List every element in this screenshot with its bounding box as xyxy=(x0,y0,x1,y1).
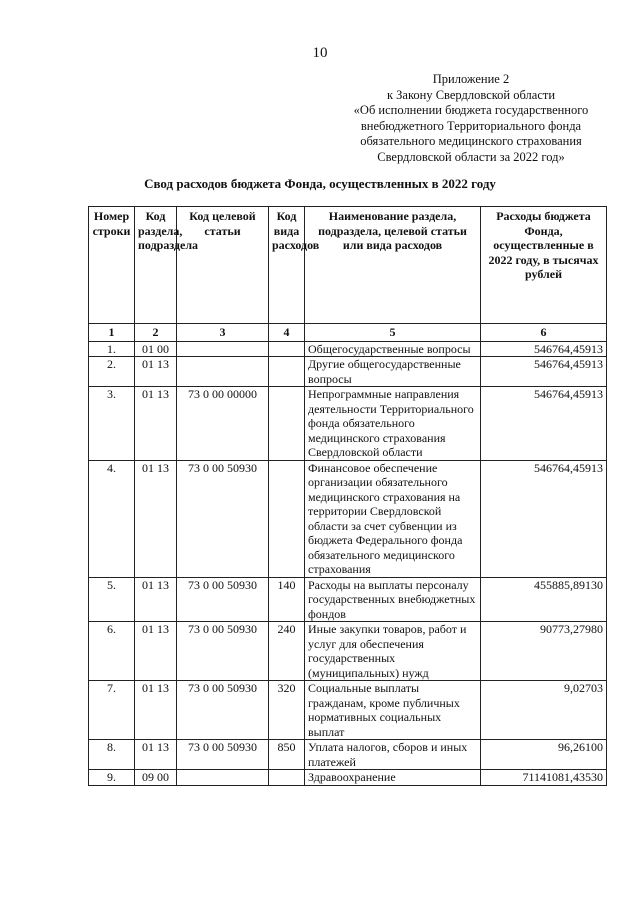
target-code xyxy=(177,341,269,357)
section-code: 01 13 xyxy=(135,460,177,577)
expense-amount: 96,26100 xyxy=(481,740,607,770)
section-code: 01 13 xyxy=(135,740,177,770)
expense-amount: 546764,45913 xyxy=(481,387,607,461)
table-row xyxy=(89,357,607,387)
table-row xyxy=(89,387,607,461)
expense-type-code xyxy=(269,387,305,461)
appendix-line: к Закону Свердловской области xyxy=(386,87,556,102)
row-number: 6. xyxy=(89,622,135,681)
column-number: 2 xyxy=(135,324,177,342)
appendix-block xyxy=(330,72,612,165)
row-number: 9. xyxy=(89,770,135,786)
target-code: 73 0 00 50930 xyxy=(177,740,269,770)
expense-amount: 9,02703 xyxy=(481,681,607,740)
section-code: 01 13 xyxy=(135,357,177,387)
target-code: 73 0 00 50930 xyxy=(177,460,269,577)
row-number: 8. xyxy=(89,740,135,770)
header-row-number: Номер строки xyxy=(89,207,135,324)
expense-amount: 71141081,43530 xyxy=(481,770,607,786)
row-number: 4. xyxy=(89,460,135,577)
expense-amount: 546764,45913 xyxy=(481,357,607,387)
expense-type-code: 320 xyxy=(269,681,305,740)
expense-type-code xyxy=(269,770,305,786)
table-row xyxy=(89,740,607,770)
expense-type-code: 140 xyxy=(269,577,305,622)
section-code: 01 13 xyxy=(135,622,177,681)
section-code: 09 00 xyxy=(135,770,177,786)
header-target-code: Код целевой статьи xyxy=(177,207,269,324)
expense-type-code: 240 xyxy=(269,622,305,681)
column-number: 1 xyxy=(89,324,135,342)
document-title: Свод расходов бюджета Фонда, осуществленных в 2022 году xyxy=(144,176,496,191)
expense-type-code: 850 xyxy=(269,740,305,770)
appendix-line: Приложение 2 xyxy=(432,72,510,86)
row-number: 2. xyxy=(89,357,135,387)
table-row xyxy=(89,622,607,681)
expense-name: Финансовое обеспечение организации обязательного медицинского страхования на территории Свердловской области за счет субвенции из бюджета Федерального фонда обязательного медицинского страхования xyxy=(305,460,481,577)
row-number: 1. xyxy=(89,341,135,357)
table-row xyxy=(89,460,607,577)
row-number: 3. xyxy=(89,387,135,461)
page-number: 10 xyxy=(312,45,328,61)
section-code: 01 13 xyxy=(135,681,177,740)
expense-name: Уплата налогов, сборов и иных платежей xyxy=(305,740,481,770)
target-code xyxy=(177,357,269,387)
table-row xyxy=(89,577,607,622)
expense-name: Непрограммные направления деятельности Территориального фонда обязательного медицинского страхования Свердловской области xyxy=(305,387,481,461)
section-code: 01 00 xyxy=(135,341,177,357)
appendix-line: «Об исполнении бюджета государственного xyxy=(353,103,589,117)
appendix-line: внебюджетного Территориального фонда xyxy=(360,118,582,133)
target-code: 73 0 00 50930 xyxy=(177,622,269,681)
table-row xyxy=(89,341,607,357)
target-code: 73 0 00 50930 xyxy=(177,681,269,740)
expense-type-code xyxy=(269,357,305,387)
expense-amount: 546764,45913 xyxy=(481,341,607,357)
expense-name: Другие общегосударственные вопросы xyxy=(305,357,481,387)
table-header-row xyxy=(89,207,607,324)
expense-name: Социальные выплаты гражданам, кроме публичных нормативных социальных выплат xyxy=(305,681,481,740)
appendix-line: обязательного медицинского страхования xyxy=(360,134,582,148)
target-code: 73 0 00 00000 xyxy=(177,387,269,461)
column-number-row xyxy=(89,324,607,342)
row-number: 5. xyxy=(89,577,135,622)
column-number: 6 xyxy=(481,324,607,342)
header-name: Наименование раздела, подраздела, целевой статьи или вида расходов xyxy=(305,207,481,324)
column-number: 3 xyxy=(177,324,269,342)
table-row xyxy=(89,681,607,740)
appendix-line: Свердловской области за 2022 год» xyxy=(377,149,565,164)
expense-type-code xyxy=(269,341,305,357)
expense-name: Общегосударственные вопросы xyxy=(305,341,481,357)
expense-amount: 90773,27980 xyxy=(481,622,607,681)
section-code: 01 13 xyxy=(135,387,177,461)
section-code: 01 13 xyxy=(135,577,177,622)
expenditure-table xyxy=(88,206,607,786)
row-number: 7. xyxy=(89,681,135,740)
table-row xyxy=(89,770,607,786)
header-amount: Расходы бюджета Фонда, осуществленные в 2022 году, в тысячах рублей xyxy=(481,207,607,324)
expense-name: Здравоохранение xyxy=(305,770,481,786)
expense-type-code xyxy=(269,460,305,577)
header-section-code: Код раздела, подраздела xyxy=(135,207,177,324)
target-code: 73 0 00 50930 xyxy=(177,577,269,622)
expense-name: Расходы на выплаты персоналу государственных внебюджетных фондов xyxy=(305,577,481,622)
expense-amount: 455885,89130 xyxy=(481,577,607,622)
expense-name: Иные закупки товаров, работ и услуг для обеспечения государственных (муниципальных) нужд xyxy=(305,622,481,681)
header-expense-type-code: Код вида расходов xyxy=(269,207,305,324)
column-number: 5 xyxy=(305,324,481,342)
column-number: 4 xyxy=(269,324,305,342)
expense-amount: 546764,45913 xyxy=(481,460,607,577)
target-code xyxy=(177,770,269,786)
